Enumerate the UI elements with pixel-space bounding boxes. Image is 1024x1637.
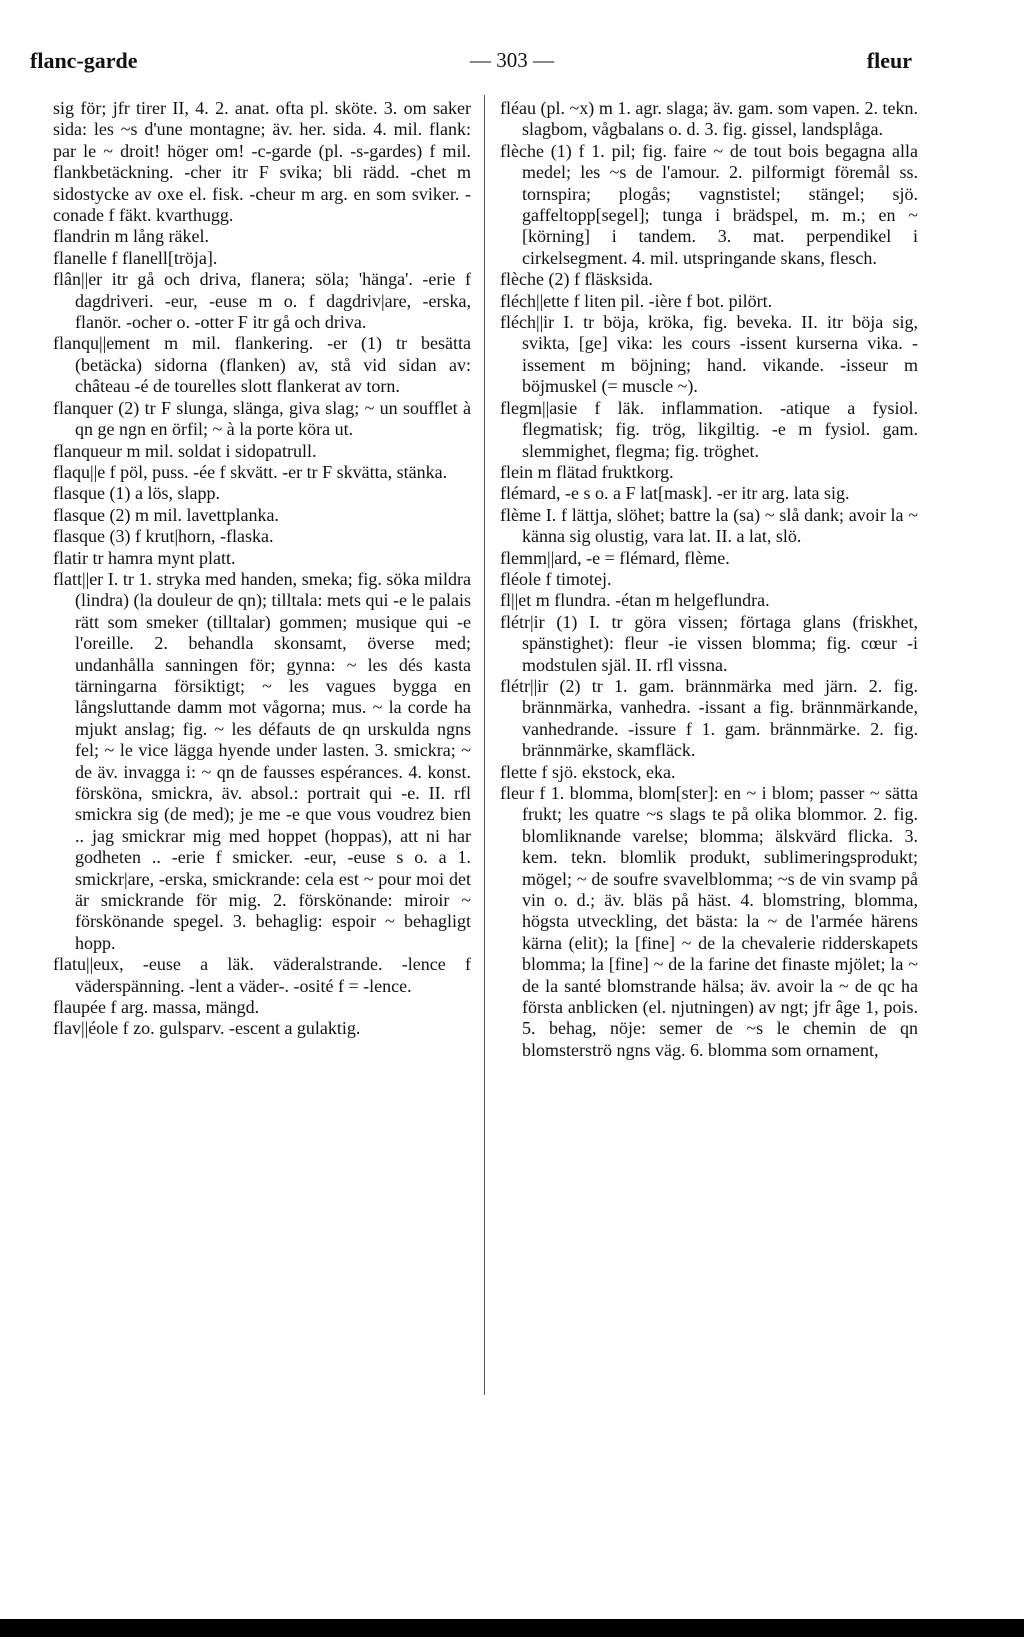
entry-flanelle: flanelle f flanell[tröja]. (53, 247, 218, 268)
entry-fleche-2: flèche (2) f fläsksida. (500, 269, 653, 290)
entry-flemard: flémard, -e s o. a F lat[mask]. -er itr arg. lata sig. (500, 483, 850, 504)
entry-fletrir-2: flétr||ir (2) tr 1. gam. brännmärka med järn. 2. fig. brännmärka, vanhedra. -issant a fig. brännmärkande, vanhedrande. -issure f 1. gam. brännmärke. 2. fig. brännmärke, skamfläck. (500, 675, 918, 761)
entry-flatter: flatt||er I. tr 1. stryka med handen, smeka; fig. söka mildra (lindra) (la douleur de qn); tilltala: mets qui -e le palais rätt som smeker (tilltalar) gommen; musique qui -e l'oreille. 2. behandla skonsamt, överse med; undanhålla sanningen för; gynna: ~ les dés kasta tärningarna försiktigt; ~ les vagues bygga en långsluttande damm mot vågorna; mus. ~ la corde ha mjukt anslag; fig. ~ les défauts de qn urskulda ngns fel; ~ le vice lägga hyende under lasten. 3. smickra; ~ de äv. invagga i: ~ qn de fausses espérances. 4. konst. försköna, smickra, äv. absol.: portrait qui -e. II. rfl smickra sig (de med); je me -e que vous voudrez bien .. jag smickrar mig med hoppet (hoppas), att ni har godheten .. -erie f smicker. -eur, -euse s o. a 1. smickr|are, -erska, smickrande: cela est ~ pour moi det är smickrande för mig. 2. förskönande: miroir ~ förskönande spegel. 3. behaglig: espoir ~ behagligt hopp. (53, 568, 471, 953)
entry-flasque-1: flasque (1) a lös, slapp. (53, 483, 220, 504)
entry-flatueux: flatu||eux, -euse a läk. väderalstrande. -lence f väderspänning. -lent a väder-. -osité f = -lence. (53, 954, 471, 996)
entry-flechir: fléch||ir I. tr böja, kröka, fig. beveka. II. itr böja sig, svikta, [ge] vika: les cours -issent kurserna vika. -issement m böjning; hand. vikande. -isseur m böjmuskel (= muscle ~). (500, 312, 918, 397)
column-divider (484, 95, 485, 1395)
entry-flanquement: flanqu||ement m mil. flankering. -er (1) tr besätta (betäcka) sidorna (flanken) av, stå vid sidan av: château -é de tourelles slott flankerat av torn. (53, 333, 471, 397)
entry-fleole: fléole f timotej. (500, 568, 612, 589)
entry-flanquer-2: flanquer (2) tr F slunga, slänga, giva slag; ~ un soufflet à qn ge ngn en örfil; ~ à la porte köra ut. (53, 397, 471, 440)
entry-flet: fl||et m flundra. -étan m helgeflundra. (500, 590, 770, 611)
entry-flasque-3: flasque (3) f krut|horn, -flaska. (53, 526, 274, 547)
entry-flasque-2: flasque (2) m mil. lavettplanka. (53, 504, 279, 525)
entry-flandrin: flandrin m lång räkel. (53, 226, 209, 247)
entry-flaupee: flaupée f arg. massa, mängd. (53, 997, 260, 1018)
entry-flechette: fléch||ette f liten pil. -ière f bot. pilört. (500, 290, 773, 311)
entry-flegmasie: flegm||asie f läk. inflammation. -atique a fysiol. flegmatisk; fig. trög, likgiltig. -e m fysiol. gam. slemmighet, flegma; fig. tröghet. (500, 397, 918, 461)
entry-fleme: flème I. f lättja, slöhet; battre la (sa) ~ slå dank; avoir la ~ känna sig olustig, vara lat. II. a lat, slö. (500, 504, 918, 547)
entry-fleche-1: flèche (1) f 1. pil; fig. faire ~ de tout bois begagna alla medel; les ~s de l'amour. 2. pilformigt föremål ss. tornspira; plogås; vagnstistel; stängel; sjö. gaffeltopp[segel]; tunga i brädspel, m. m.; en ~ [körning] i tandem. 3. mat. perpendikel i cirkelsegment. 4. mil. utspringande skans, flesch. (500, 140, 918, 268)
entry-continuation: sig för; jfr tirer II, 4. 2. anat. ofta pl. sköte. 3. om saker sida: les ~s d'une montagne; äv. her. sida. 4. mil. flank: par le ~ droit! höger om! -c-garde (pl. -s-gardes) f mil. flankbetäckning. -cher itr F svika; bli rädd. -chet m sidostycke av oxe el. fisk. -cheur m arg. en som sviker. -conade f fäkt. kvarthugg. (53, 98, 471, 226)
entry-flatir: flatir tr hamra mynt platt. (53, 547, 236, 568)
page-header (0, 0, 1024, 100)
entry-flein: flein m flätad fruktkorg. (500, 461, 674, 482)
entry-flaque: flaqu||e f pöl, puss. -ée f skvätt. -er tr F skvätta, stänka. (53, 461, 448, 482)
entry-fleau: fléau (pl. ~x) m 1. agr. slaga; äv. gam. som vapen. 2. tekn. slagbom, vågbalans o. d. 3. fig. gissel, landsplåga. (500, 98, 918, 140)
entry-flaner: flân||er itr gå och driva, flanera; söla; 'hänga'. -erie f dagdriveri. -eur, -euse m o. f dagdriv|are, -erska, flanör. -ocher o. -otter F itr gå och driva. (53, 269, 471, 333)
page-number: — 303 — (470, 48, 554, 72)
left-column (53, 98, 471, 1040)
entry-flemmard: flemm||ard, -e = flémard, flème. (500, 547, 730, 568)
scan-edge-bar (0, 1619, 1024, 1637)
guide-word-right: fleur (866, 48, 912, 73)
right-column (500, 98, 918, 1061)
entry-flette: flette f sjö. ekstock, eka. (500, 761, 676, 782)
guide-word-left: flanc-garde (30, 48, 138, 73)
entry-flanqueur: flanqueur m mil. soldat i sidopatrull. (53, 440, 317, 461)
entry-fletrir-1: flétr|ir (1) I. tr göra vissen; förtaga glans (friskhet, spänstighet): fleur -ie vissen blomma; fig. cœur -i modstulen själ. II. rfl vissna. (500, 611, 918, 675)
entry-fleur: fleur f 1. blomma, blom[ster]: en ~ i blom; passer ~ sätta frukt; les quatre ~s slags te på olika blommor. 2. fig. blomliknande varelse; blomma; älskvärd flicka. 3. kem. tekn. blomlik produkt, sublimeringsprodukt; mögel; ~ de soufre svavelblomma; ~s de vin svamp på vin o. d.; äv. bläs på häst. 4. blomstring, blomma, högsta utveckling, det bästa: la ~ de l'armée härens kärna (elit); la [fine] ~ de la chevalerie ridderskapets blomma; la [fine] ~ de la farine det finaste mjölet; la ~ de la santé blomstrande hälsa; äv. avoir la ~ de qc ha första anblicken (el. njutningen) av ngt; jfr âge 1, pois. 5. behag, nöje: semer de ~s le chemin de qn blomsterströ ngns väg. 6. blomma som ornament, (500, 783, 918, 1060)
entry-flaveole: flav||éole f zo. gulsparv. -escent a gulaktig. (53, 1018, 361, 1039)
